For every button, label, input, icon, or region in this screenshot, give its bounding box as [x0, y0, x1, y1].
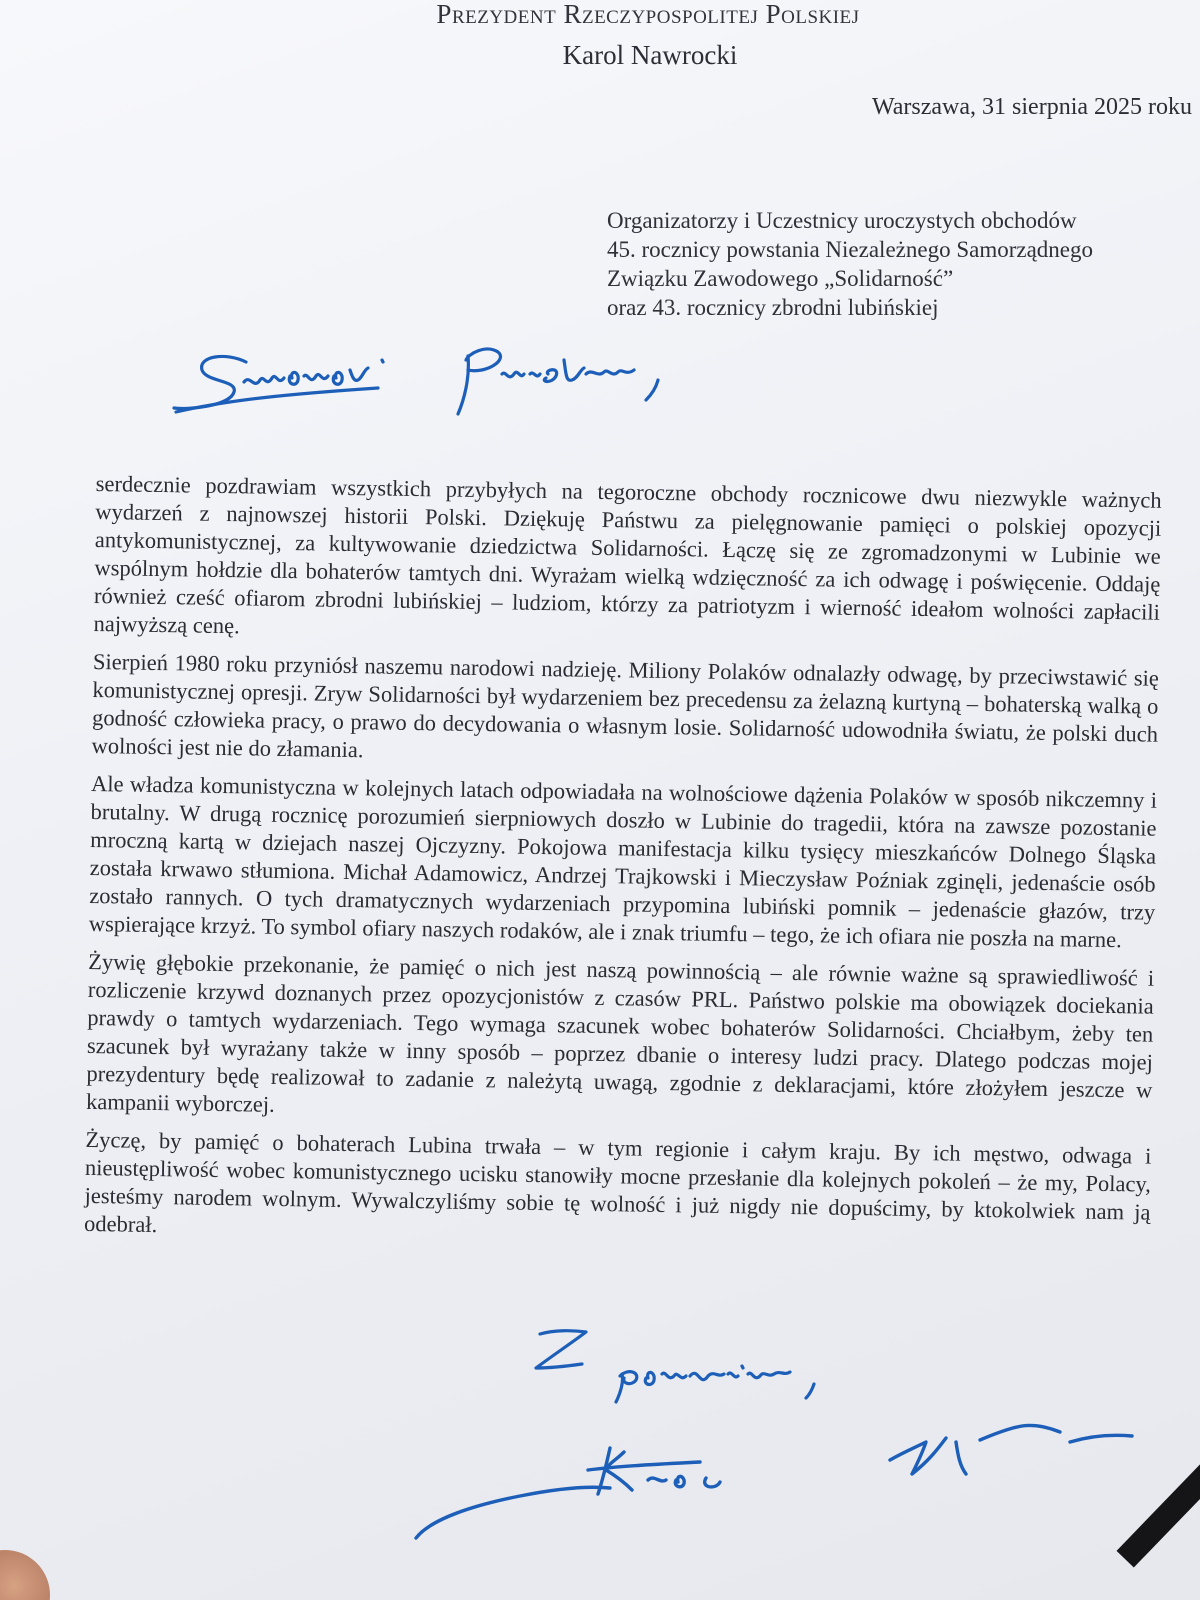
addressee-block	[607, 206, 1197, 322]
letter-body	[84, 470, 1162, 1265]
body-paragraph: Życzę, by pamięć o bohaterach Lubina trwała – w tym regionie i całym kraju. By ich męstwo, odwaga i nieustępliwość wobec komunistycznego ucisku stanowiły mocne przesłanie dla kolejnych pokoleń – że my, Polacy, jesteśmy narodem wolnym. Wywalczyliśmy sobie tę wolność i już nigdy nie dopuścimy, by ktokolwiek nam ją odebrał.	[83, 1126, 1152, 1238]
handwritten-salutation	[168, 330, 708, 430]
body-paragraph: Sierpień 1980 roku przyniósł naszemu narodowi nadzieję. Miliony Polaków odnalazły odwagę, by przeciwstawić się komunistycznej opresji. Zryw Solidarności był wydarzeniem bez precedensu za żelazną kurtyną – bohaterską walką o godność człowieka pracy, o prawo do decydowania o własnym losie. Solidarność udowodniła światu, że polski duch wolności jest nie do złamania.	[91, 648, 1160, 763]
addressee-line: Związku Zawodowego „Solidarność”	[607, 266, 954, 291]
addressee-line: 45. rocznicy powstania Niezależnego Samorządnego	[607, 237, 1093, 262]
fingertip	[0, 1550, 50, 1600]
president-title: Prezydent Rzeczypospolitej Polskiej	[436, 0, 860, 29]
president-name: Karol Nawrocki	[562, 40, 738, 70]
salutation-ink	[168, 330, 708, 430]
body-paragraph: serdecznie pozdrawiam wszystkich przybyłych na tegoroczne obchody rocznicowe dwu niezwykle ważnych wydarzeń z najnowszej historii Polski. Dziękuję Państwu za pielęgnowanie pamięci o polskiej opozycji antykomunistycznej, za kultywowanie dziedzictwa Solidarności. Łączę się ze zgromadzonymi w Lubinie we wspólnym hołdzie dla bohaterów tamtych dni. Wyrażam wielką wdzięczność za ich odwagę i poświęcenie. Oddaję również cześć ofiarom zbrodni lubińskiej – ludziom, którzy za patriotyzm i wierność ideałom wolności zapłacili najwyższą cenę.	[93, 470, 1162, 639]
addressee-line: Organizatorzy i Uczestnicy uroczystych obchodów	[607, 208, 1077, 233]
body-paragraph: Ale władza komunistyczna w kolejnych latach odpowiadała na wolnościowe dążenia Polaków w sposób nikczemny i brutalny. W drugą rocznicę porozumień sierpniowych doszło w Lubinie do tragedii, która na zawsze pozostanie mroczną kartą w dziejach naszej Ojczyzny. Pokojowa manifestacja kilku tysięcy mieszkańców Dolnego Śląska została krwawo stłumiona. Michał Adamowicz, Andrzej Trajkowski i Mieczysław Poźniak zginęli, jedenaście osób zostało rannych. O tych dramatycznych wydarzeniach przypomina lubiński pomnik – jedenaście głazów, trzy wspierające krzyż. To symbol ofiary naszych rodaków, ale i znak triumfu – tego, że ich ofiara nie poszła na marne.	[88, 770, 1158, 953]
letter-date: Warszawa, 31 sierpnia 2025 roku	[872, 94, 1192, 120]
addressee-line: oraz 43. rocznicy zbrodni lubińskiej	[607, 295, 939, 320]
handwritten-signature	[410, 1390, 1180, 1560]
body-paragraph: Żywię głębokie przekonanie, że pamięć o nich jest naszą powinnością – ale równie ważne są sprawiedliwość i rozliczenie krzywd doznanych przez opozycjonistów z czasów PRL. Państwo polskie ma obowiązek dociekania prawdy o tamtych wydarzeniach. Tego wymaga szacunek wobec bohaterów Solidarności. Chciałbym, żeby ten szacunek był wyrażany także w inny sposób – poprzez dbanie o interesy ludzi pracy. Dlatego podczas mojej prezydentury będę realizował to zadanie z należytą uwagą, zgodnie z deklaracjami, które złożyłem jeszcze w kampanii wyborczej.	[85, 948, 1155, 1117]
signature-ink	[410, 1390, 1180, 1560]
